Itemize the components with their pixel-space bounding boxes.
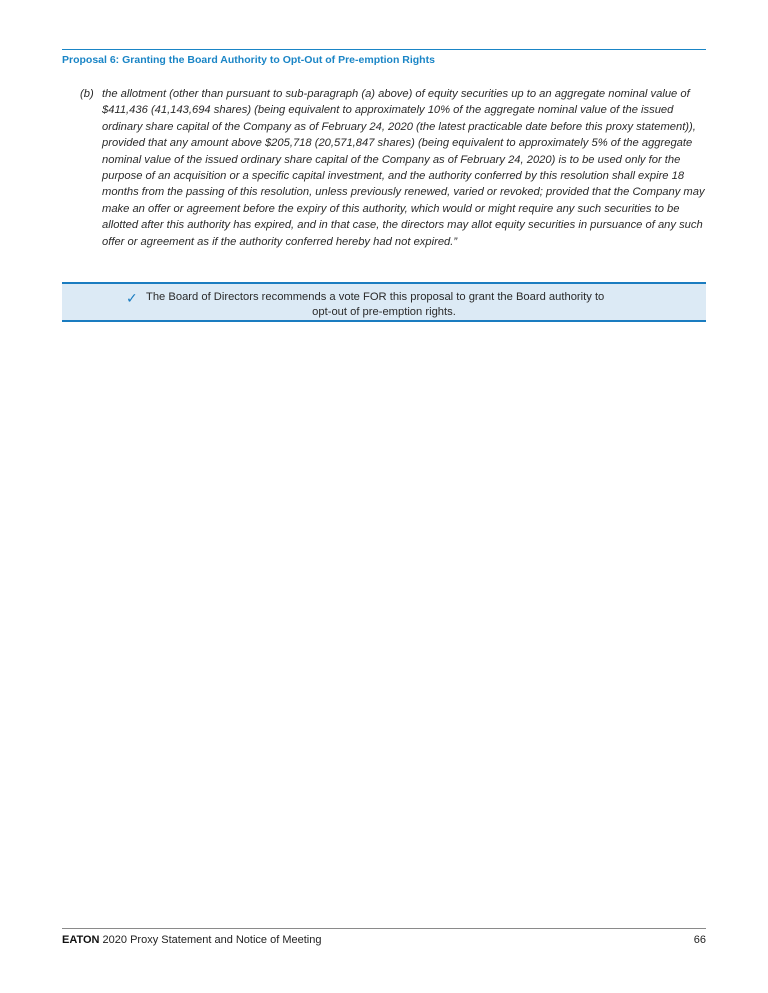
header-divider: [62, 49, 706, 50]
clause-text: the allotment (other than pursuant to sub-paragraph (a) above) of equity securities up to an aggregate nominal value of $411,436 (41,143,694 shares) (being equivalent to approximately 10% of the aggregate nominal value of the issued ordinary share capital of the Company as of February 24, 2020 (the latest practicable date before this proxy statement)), provided that any amount above $205,718 (20,571,847 shares) (being equivalent to approximately 5% of the aggregate nominal value of the issued ordinary share capital of the Company as of February 24, 2020) is to be used only for the purpose of an acquisition or a specific capital investment, and the authority conferred by this resolution shall expire 18 months from the passing of this resolution, unless previously renewed, varied or revoked; provided that the Company may make an offer or agreement before the expiry of this authority, which would or might require any such securities to be allotted after this authority has expired, and in that case, the directors may allot equity securities in pursuance of any such offer or agreement as if the authority conferred hereby had not expired.”: [102, 88, 705, 248]
recommendation-line-1: The Board of Directors recommends a vote FOR this proposal to grant the Board authority to: [146, 291, 605, 303]
clause-label: (b): [80, 88, 94, 100]
clause-b: [80, 86, 710, 250]
section-title: Proposal 6: Granting the Board Authority to Opt-Out of Pre-emption Rights: [62, 54, 435, 66]
footer-document-title: 2020 Proxy Statement and Notice of Meeting: [99, 934, 322, 946]
page-number: 66: [693, 934, 706, 946]
footer-divider: [62, 928, 706, 929]
footer-title: [62, 934, 321, 946]
checkmark-icon: ✓: [126, 290, 138, 306]
recommendation-box: [62, 282, 706, 322]
recommendation-line-2: opt-out of pre-emption rights.: [312, 306, 456, 318]
footer-brand: EATON: [62, 934, 100, 946]
